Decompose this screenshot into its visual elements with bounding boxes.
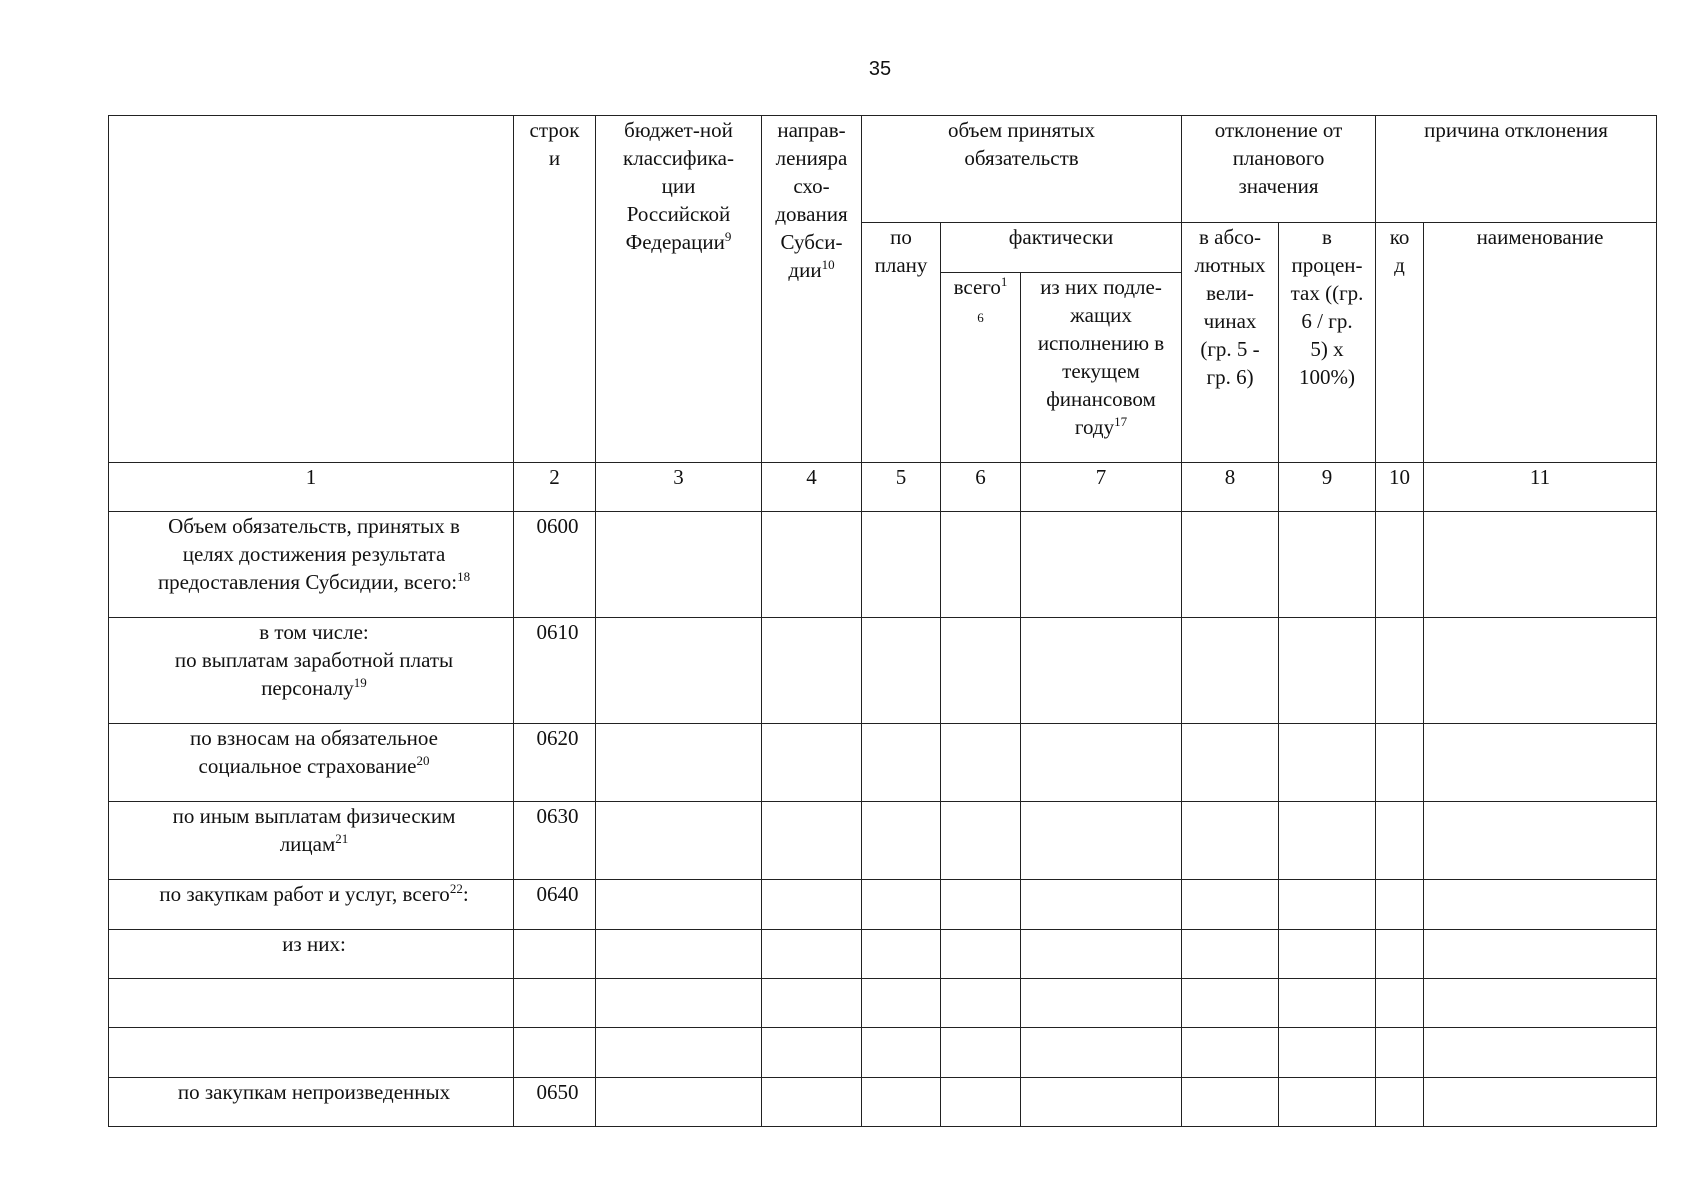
table-cell[interactable] — [762, 512, 862, 618]
table-cell[interactable] — [1182, 724, 1279, 802]
table-row — [109, 930, 1657, 979]
table-cell[interactable] — [1376, 512, 1424, 618]
header-col-8: в абсо- лютных вели- чинах (гр. 5 - гр. 6) — [1182, 223, 1279, 463]
table-cell[interactable] — [596, 802, 762, 880]
table-cell[interactable] — [941, 724, 1021, 802]
table-cell[interactable] — [596, 618, 762, 724]
table-cell[interactable] — [941, 880, 1021, 930]
table-cell[interactable] — [762, 930, 862, 979]
header-col-6: всего$^1$ 6 — [941, 273, 1021, 463]
table-cell[interactable] — [1279, 512, 1376, 618]
header-reason-group: причина отклонения — [1376, 116, 1657, 223]
row-code: 0650 — [514, 1078, 596, 1127]
table-cell[interactable] — [862, 1078, 941, 1127]
table-cell[interactable] — [862, 930, 941, 979]
column-numbers-row — [109, 463, 1657, 512]
table-cell[interactable] — [762, 802, 862, 880]
table-cell[interactable] — [1021, 802, 1182, 880]
column-number: 6 — [941, 463, 1021, 512]
table-cell[interactable] — [596, 1028, 762, 1078]
row-label: из них: — [109, 930, 514, 979]
row-code: 0640 — [514, 880, 596, 930]
table-row — [109, 618, 1657, 724]
table-cell[interactable] — [862, 979, 941, 1028]
column-number: 7 — [1021, 463, 1182, 512]
column-number: 9 — [1279, 463, 1376, 512]
table-cell[interactable] — [1021, 512, 1182, 618]
header-fact-group: фактически — [941, 223, 1182, 273]
column-number: 10 — [1376, 463, 1424, 512]
table-cell[interactable] — [1376, 930, 1424, 979]
table-cell[interactable] — [762, 724, 862, 802]
table-cell[interactable] — [1424, 802, 1657, 880]
table-cell[interactable] — [1279, 1028, 1376, 1078]
row-code[interactable] — [514, 979, 596, 1028]
table-cell[interactable] — [1279, 930, 1376, 979]
table-cell[interactable] — [1424, 618, 1657, 724]
table-cell[interactable] — [1376, 979, 1424, 1028]
table-cell[interactable] — [1376, 1078, 1424, 1127]
table-cell[interactable] — [1021, 880, 1182, 930]
row-code: 0600 — [514, 512, 596, 618]
table-cell[interactable] — [941, 512, 1021, 618]
table-row — [109, 880, 1657, 930]
table-cell[interactable] — [762, 1028, 862, 1078]
table-cell[interactable] — [1424, 979, 1657, 1028]
column-number: 11 — [1424, 463, 1657, 512]
header-col-7: из них подле- жащих исполнению в текущем финансовом году$^{17}$ — [1021, 273, 1182, 463]
table-row — [109, 802, 1657, 880]
table-cell[interactable] — [1021, 979, 1182, 1028]
header-col-2: строк и — [514, 116, 596, 463]
table-cell[interactable] — [1424, 930, 1657, 979]
table-cell[interactable] — [1279, 724, 1376, 802]
table-cell[interactable] — [1424, 880, 1657, 930]
table-cell[interactable] — [1424, 1028, 1657, 1078]
table-cell[interactable] — [941, 1028, 1021, 1078]
table-cell[interactable] — [596, 724, 762, 802]
row-label: по иным выплатам физическим лицам$^{21}$ — [109, 802, 514, 880]
column-number: 4 — [762, 463, 862, 512]
table-cell[interactable] — [1182, 1028, 1279, 1078]
table-cell[interactable] — [1021, 724, 1182, 802]
table-cell[interactable] — [941, 802, 1021, 880]
table-cell[interactable] — [1424, 724, 1657, 802]
row-code — [514, 930, 596, 979]
column-number: 2 — [514, 463, 596, 512]
table-cell[interactable] — [1182, 618, 1279, 724]
table-cell[interactable] — [862, 802, 941, 880]
table-cell[interactable] — [1376, 1028, 1424, 1078]
table-cell[interactable] — [862, 512, 941, 618]
table-cell[interactable] — [1376, 880, 1424, 930]
table-cell[interactable] — [941, 1078, 1021, 1127]
table-cell[interactable] — [1021, 1078, 1182, 1127]
table-cell[interactable] — [1376, 724, 1424, 802]
table-row — [109, 512, 1657, 618]
row-label: по закупкам непроизведенных — [109, 1078, 514, 1127]
column-number: 5 — [862, 463, 941, 512]
table-cell[interactable] — [1182, 802, 1279, 880]
column-number: 3 — [596, 463, 762, 512]
header-col-11: наименование — [1424, 223, 1657, 463]
table-cell[interactable] — [1021, 618, 1182, 724]
header-obligations-group: объем принятых обязательств — [862, 116, 1182, 223]
table-cell[interactable] — [1182, 1078, 1279, 1127]
header-col-9: в процен- тах ((гр. 6 / гр. 5) x 100%) — [1279, 223, 1376, 463]
table-cell[interactable] — [1279, 880, 1376, 930]
header-col-1 — [109, 116, 514, 463]
table-cell[interactable] — [1376, 802, 1424, 880]
header-col-3: бюджет-ной классифика- ции Российской Федерации$^9$ — [596, 116, 762, 463]
table-cell[interactable] — [862, 1028, 941, 1078]
table-cell[interactable] — [1021, 930, 1182, 979]
table-cell[interactable] — [1279, 802, 1376, 880]
row-label: по взносам на обязательное социальное страхование$^{20}$ — [109, 724, 514, 802]
table-row — [109, 724, 1657, 802]
table-cell[interactable] — [596, 930, 762, 979]
obligations-table — [108, 115, 1657, 1127]
table-cell[interactable] — [1021, 1028, 1182, 1078]
table-row — [109, 979, 1657, 1028]
page-number: 35 — [868, 58, 892, 80]
header-deviation-group: отклонение от планового значения — [1182, 116, 1376, 223]
table-cell[interactable] — [1279, 1078, 1376, 1127]
table-cell[interactable] — [1279, 979, 1376, 1028]
table-cell[interactable] — [862, 618, 941, 724]
table-cell[interactable] — [1424, 1078, 1657, 1127]
header-col-10: ко д — [1376, 223, 1424, 463]
table-cell[interactable] — [762, 1078, 862, 1127]
table-cell[interactable] — [862, 880, 941, 930]
table-cell[interactable] — [941, 979, 1021, 1028]
table-cell[interactable] — [596, 1078, 762, 1127]
row-code[interactable] — [514, 1028, 596, 1078]
header-col-4: направ- ленияра схо- дования Субси- дии$^{10}$ — [762, 116, 862, 463]
row-code: 0620 — [514, 724, 596, 802]
header-col-5: по плану — [862, 223, 941, 463]
row-label: в том числе: по выплатам заработной платы персоналу$^{19}$ — [109, 618, 514, 724]
table-cell[interactable] — [941, 618, 1021, 724]
column-number: 1 — [109, 463, 514, 512]
table-cell[interactable] — [596, 979, 762, 1028]
table-cell[interactable] — [762, 880, 862, 930]
table-cell[interactable] — [762, 979, 862, 1028]
row-label[interactable] — [109, 1028, 514, 1078]
row-label: по закупкам работ и услуг, всего$^{22}$: — [109, 880, 514, 930]
table-cell[interactable] — [1182, 930, 1279, 979]
table-cell[interactable] — [1279, 618, 1376, 724]
row-label[interactable] — [109, 979, 514, 1028]
column-number: 8 — [1182, 463, 1279, 512]
table-cell[interactable] — [596, 880, 762, 930]
row-code: 0630 — [514, 802, 596, 880]
table-cell[interactable] — [862, 724, 941, 802]
table-cell[interactable] — [1424, 512, 1657, 618]
table-cell[interactable] — [1182, 880, 1279, 930]
row-code: 0610 — [514, 618, 596, 724]
table-row — [109, 1028, 1657, 1078]
row-label: Объем обязательств, принятых в целях достижения результата предоставления Субсидии, всего:$^{18}$ — [109, 512, 514, 618]
table-cell[interactable] — [941, 930, 1021, 979]
table-cell[interactable] — [1182, 512, 1279, 618]
table-cell[interactable] — [1182, 979, 1279, 1028]
table-cell[interactable] — [596, 512, 762, 618]
table-cell[interactable] — [762, 618, 862, 724]
table-row — [109, 1078, 1657, 1127]
table-cell[interactable] — [1376, 618, 1424, 724]
